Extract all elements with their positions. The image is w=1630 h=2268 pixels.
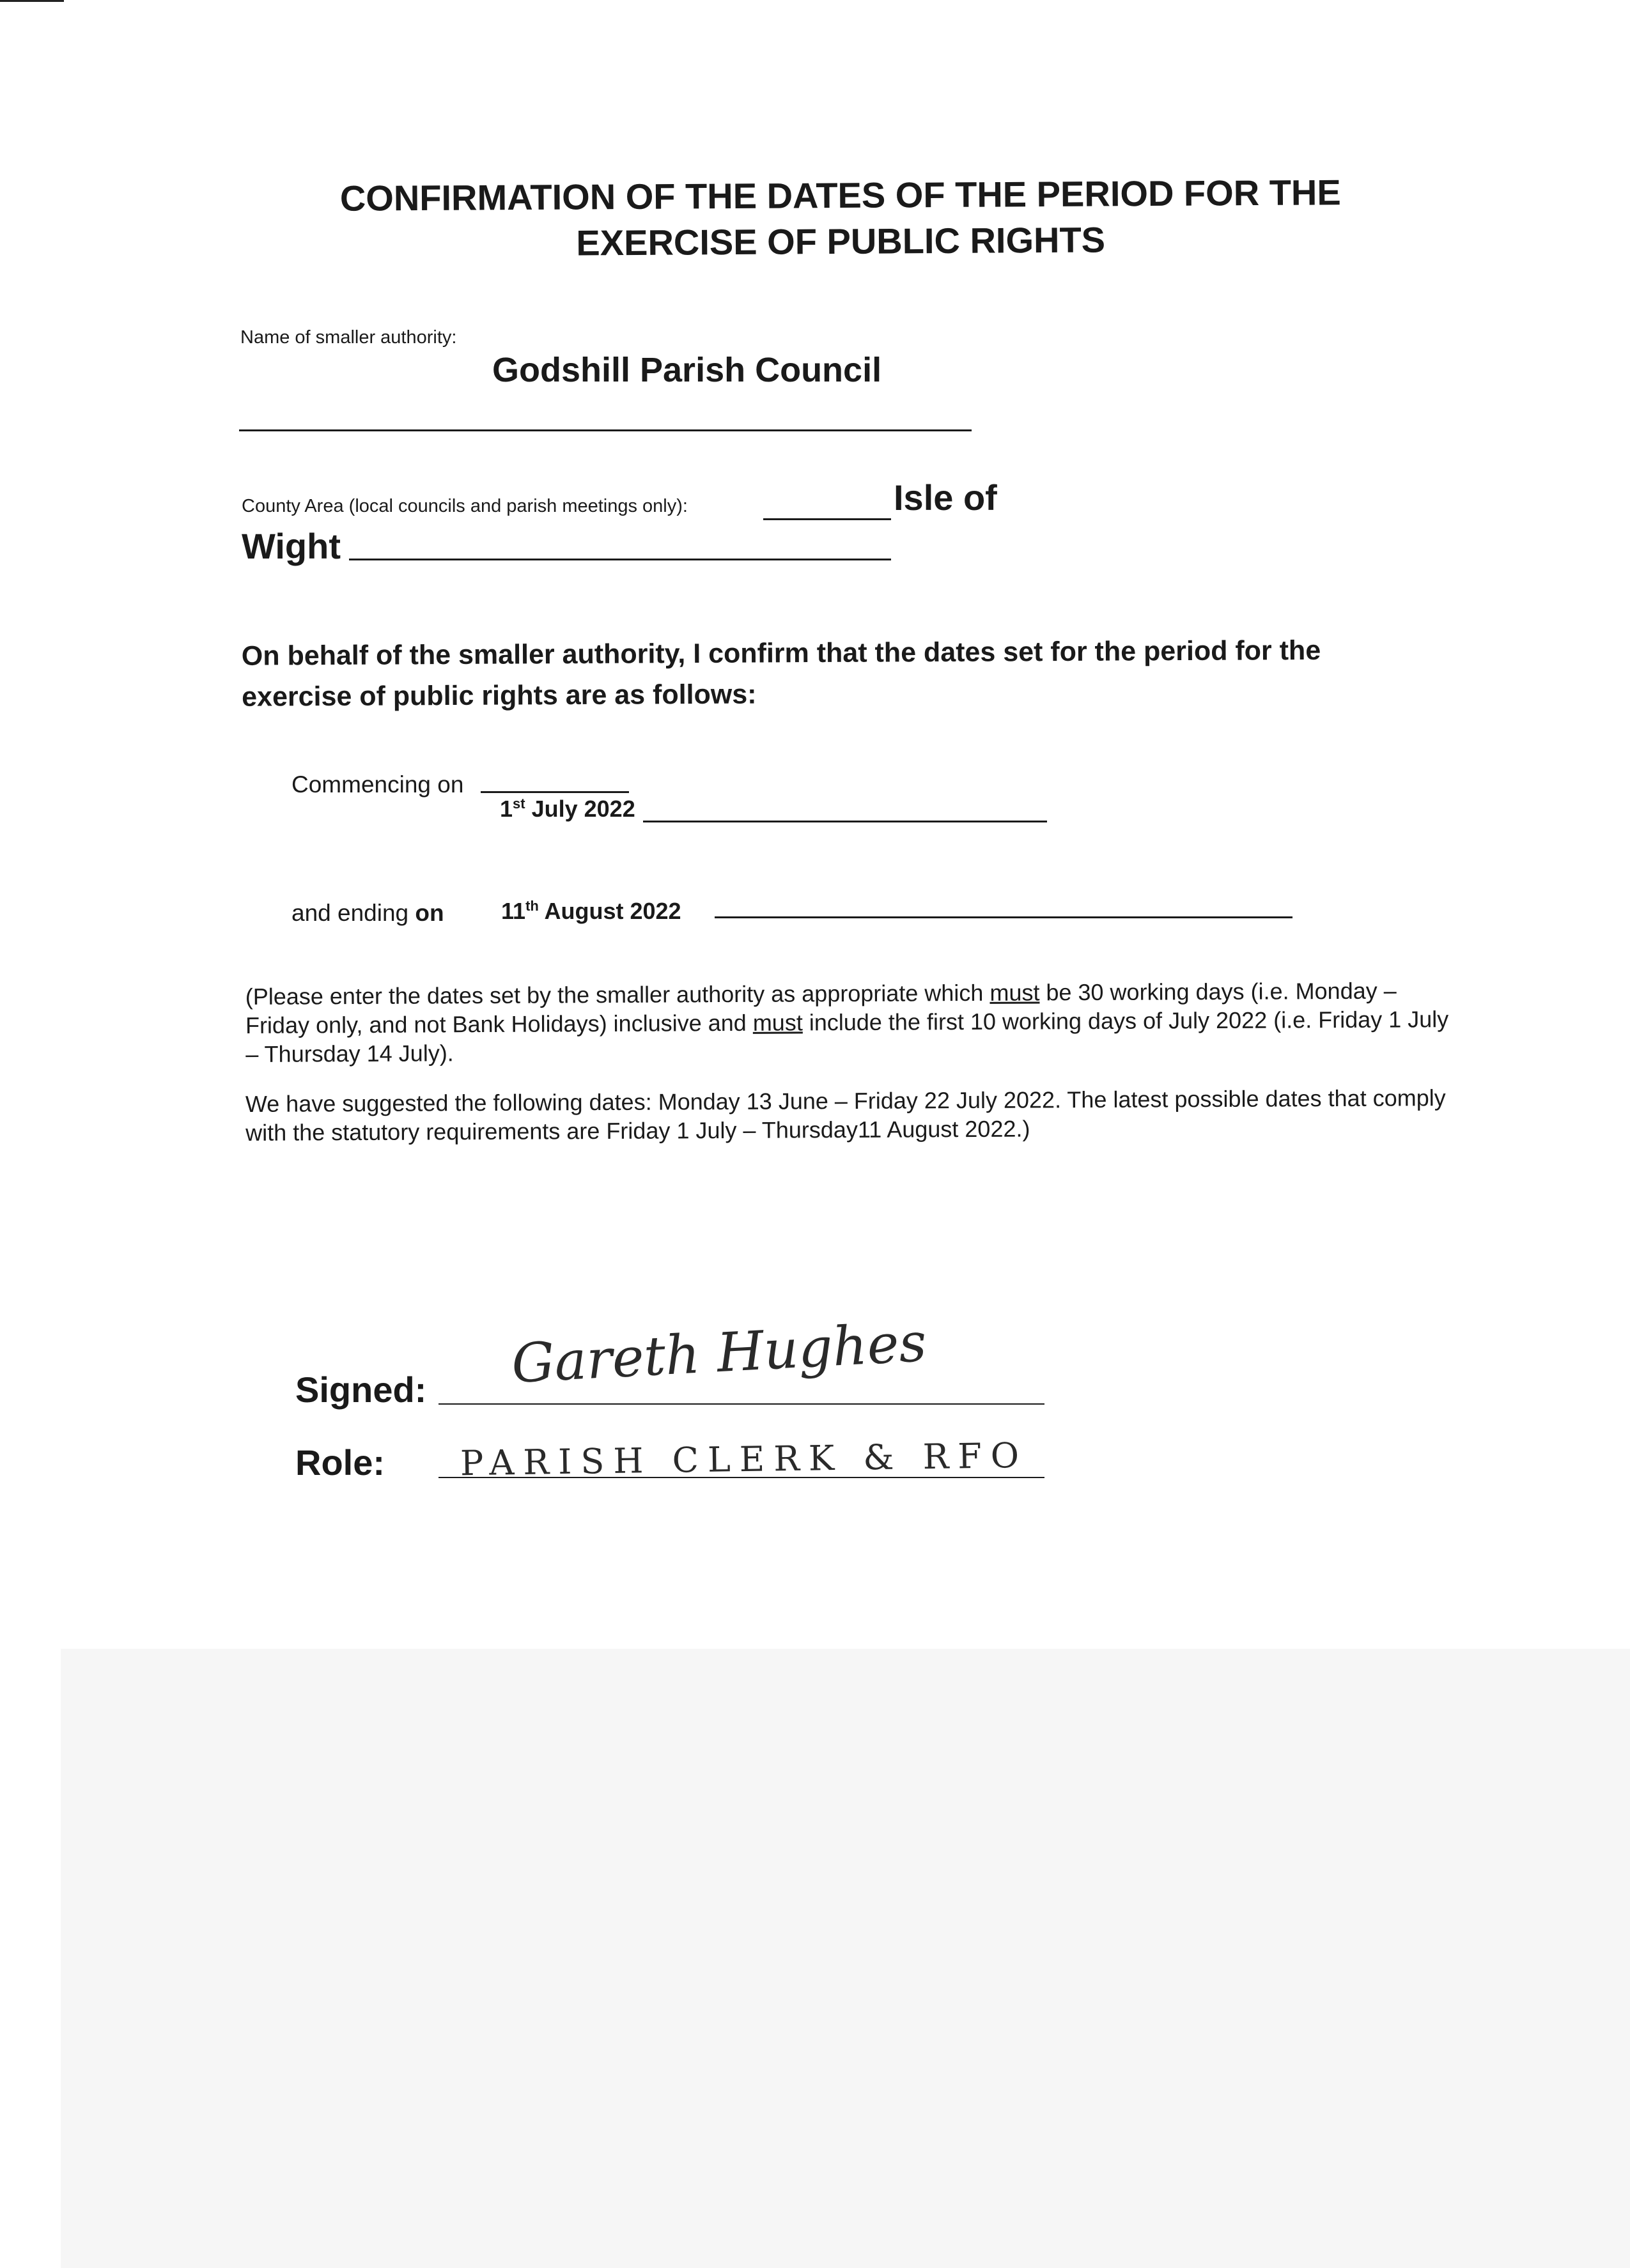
note-must-1: must	[990, 979, 1040, 1006]
instructions-note	[245, 976, 1461, 1068]
commencing-day: 1	[500, 796, 513, 822]
county-label: County Area (local councils and parish meetings only):	[242, 496, 688, 516]
commencing-label: Commencing on	[291, 771, 464, 798]
county-underline-2	[349, 559, 891, 560]
ending-label	[291, 900, 444, 927]
county-value-part1: Isle of	[894, 477, 997, 518]
commencing-date	[500, 796, 635, 822]
commencing-underline	[643, 821, 1047, 822]
signature-line	[439, 1403, 1044, 1405]
document-title	[256, 169, 1426, 268]
title-line-1: CONFIRMATION OF THE DATES OF THE PERIOD FOR THE	[339, 172, 1341, 219]
note-must-2: must	[752, 1009, 803, 1036]
commencing-month-year: July 2022	[525, 796, 635, 822]
ending-date	[501, 898, 681, 925]
ending-suffix: th	[525, 898, 539, 914]
confirmation-paragraph: On behalf of the smaller authority, I confirm that the dates set for the period for the exercise of public rights are as follows:	[241, 635, 1321, 713]
authority-label: Name of smaller authority:	[240, 327, 457, 348]
note-part1: (Please enter the dates set by the smaller authority as appropriate which	[245, 979, 990, 1010]
signature-image	[510, 1311, 928, 1395]
signed-label: Signed:	[295, 1369, 427, 1410]
note-part2: be 30 working days (i.e. Monday – Friday only, and not Bank Holidays) inclusive and	[245, 977, 1397, 1038]
commencing-blank-line	[481, 791, 629, 793]
role-handwritten: PARISH CLERK & RFO	[460, 1435, 1028, 1484]
ending-label-text: and ending	[291, 900, 415, 926]
scan-shadow	[61, 1649, 1630, 2268]
ending-underline	[715, 916, 1292, 918]
authority-underline	[239, 429, 972, 431]
signature-text: Gareth Hughes	[509, 1311, 928, 1395]
scan-edge-mark	[0, 0, 64, 2]
ending-label-on: on	[415, 900, 444, 926]
ending-month-year: August 2022	[538, 898, 681, 924]
suggested-dates-note: We have suggested the following dates: Monday 13 June – Friday 22 July 2022. The latest possible dates that comply with the statutory requirements are Friday 1 July – Thursday11 August 2022.)	[245, 1084, 1446, 1146]
ending-day: 11	[501, 898, 526, 924]
county-underline-1	[763, 518, 891, 520]
note-part3: include the first 10 working days of July 2022 (i.e. Friday 1 July – Thursday 14 July).	[245, 1006, 1449, 1067]
commencing-suffix: st	[513, 796, 525, 812]
title-line-2: EXERCISE OF PUBLIC RIGHTS	[576, 219, 1106, 263]
role-label: Role:	[295, 1442, 385, 1483]
authority-name: Godshill Parish Council	[492, 351, 882, 389]
county-value-part2: Wight	[242, 526, 341, 566]
